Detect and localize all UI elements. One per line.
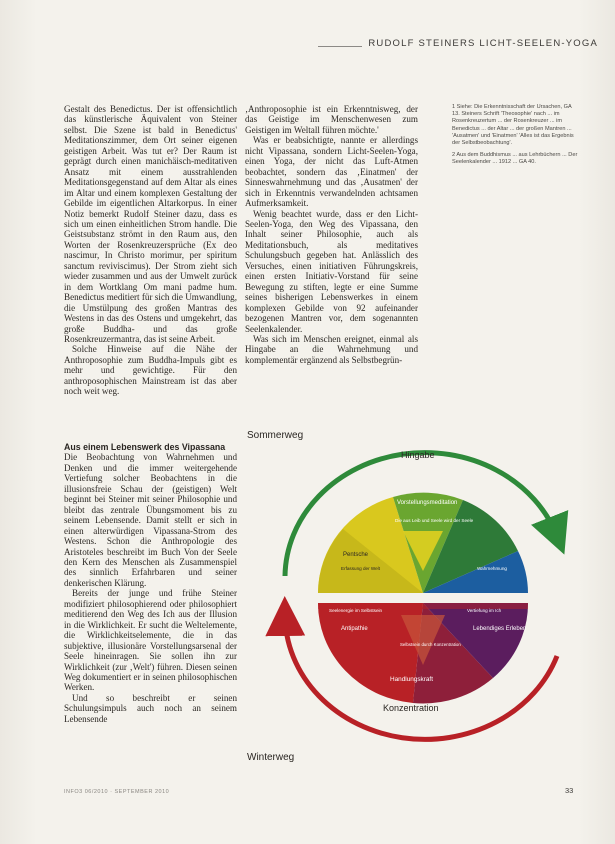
col2-paragraph: Was sich im Menschen ereignet, einmal als Hingabe an die Wahrnehmung und komplementär ergänzend als Selbstbegrün- <box>245 333 418 365</box>
seg-bottom-left-label: Antipathie <box>341 626 368 632</box>
column-1-top <box>64 104 237 397</box>
col1b-paragraph: Bereits der junge und frühe Steiner modifiziert philosophierend oder philosophiert meditierend den Weg des Ich aus der Illusion in die Wirklichkeit. Er sucht die Weltelemente, die Wirklichkeitselemente, die in das subjektive, illusionäre Vorstellungsarsenal der Seele hineinragen. Sie sollen ihn zur Wirklichkeit (zur ‚Welt') führen. Diesen seinen Weg dokumentiert er in seinen philosophischen Werken. <box>64 588 237 693</box>
column-2 <box>245 104 418 365</box>
footnote: 2 Aus dem Buddhismus ... aus Lehrbüchern ... Der Seelenkalender ... 1912 ... GA 40. <box>452 152 578 166</box>
header-title: RUDOLF STEINERS LICHT-SEELEN-YOGA <box>368 38 598 49</box>
column-1-bottom <box>64 442 237 724</box>
seg-bottom-right-label: Lebendiges Erleben <box>473 626 527 632</box>
konzentration-label: Konzentration <box>383 703 439 713</box>
page-number: 33 <box>565 786 574 795</box>
footnote: 1 Siehe: Die Erkenntnisschaft der Ursachen, GA 13. Steiners Schrift 'Theosophie' nach ... im Rosenkreuzertum ... der Rosenkreuzer ... im Benedictus ... der Altar ... der großen Mantren ... 'Ausatmen' und 'Einatmen' 'Alles ist das Ergebnis der Selbstbeobachtung'. <box>452 104 574 147</box>
seg-top-right-sub: Wahrnehmung <box>477 566 507 571</box>
sommerweg-label: Sommerweg <box>247 430 304 441</box>
seg-top-left-sub: Erfassung der Welt <box>341 566 380 571</box>
upper-half <box>318 493 528 593</box>
seg-bottom-base-label: Handlungskraft <box>390 676 433 683</box>
seg-bottom-center-label: Selbstsein durch Konzentration <box>400 642 461 647</box>
hingabe-label: Hingabe <box>401 450 435 460</box>
yoga-cycle-diagram <box>245 426 600 771</box>
seg-bottom-left-title: Seelenergie im Selbstsein <box>329 608 383 613</box>
col1b-paragraph: Und so beschreibt er seinen Schulungsimpuls auch noch an seinem Lebensende <box>64 692 237 724</box>
running-header <box>318 38 598 54</box>
diagram-graphic <box>245 426 600 771</box>
seg-top-center-sub: Die aus Leib und Seele wird der Seele <box>395 518 474 523</box>
col1-paragraph: Solche Hinweise auf die Nähe der Anthroposophie zum Buddha-Impuls gibt es mehr und gewichtige. Für den anthroposophischen Mainstream ist das aber noch weit weg. <box>64 344 237 397</box>
header-rule <box>318 46 362 47</box>
col2-paragraph: Wenig beachtet wurde, dass er den Licht-Seelen-Yoga, den Weg des Vipassana, den Inhalt seiner Philosophie, auch als Meditationsbuch, als meditatives Schulungsbuch gegeben hat. Anlässlich des Versuches, einen initiativen Führungskreis, einen ersten Initiativ-Vorstand für seine Bewegung zu stiften, legte er eine Summe seines bisherigen Lebenswerkes in einem komplexen Gebilde von 92 aufeinander bezogenen Mantren vor, dem sogenannten Seelenkalender. <box>245 208 418 334</box>
seg-top-left-label: Pentsche <box>343 552 369 558</box>
col2-paragraph: Was er beabsichtigte, nannte er allerdings nicht Vipassana, sondern Licht-Seelen-Yoga, einen Yoga, der nicht das Luft-Atmen beobachtet, sondern das ‚Einatmen' der Sinneswahrnehmung und das ‚Ausatmen' der sich in Erkenntnis verwandelnden achtsamen Aufmerksamkeit. <box>245 135 418 209</box>
section-subhead: Aus einem Lebenswerk des Vipassana <box>64 442 226 452</box>
col1b-paragraph: Die Beobachtung von Wahrnehmen und Denken und die immer weitergehende Vertiefung solcher Beobachtens in die illusionsfreie Schau der (geistigen) Welt beginnt bei Steiner mit seiner Philosophie und bleibt das zentrale Übungsmoment bis zu seinem Lebensende. Damit stellt er sich in einen alterwürdigen Vipassana-Strom des Westens. Schon die Anthropologie des Aristoteles beschreibt im Buch Von der Seele den Kern des Menschen als Zusammenspiel des sinnlich Erfahrbaren und seiner denkerischen Klärung. <box>64 452 237 588</box>
col2-paragraph: ‚Anthroposophie ist ein Erkenntnisweg, der das Geistige im Menschenwesen zum Geistigen im Weltall führen möchte.' <box>245 104 418 135</box>
seg-bottom-right-title: Vertiefung im Ich <box>467 608 502 613</box>
seg-top-center-label: Vorstellungsmeditation <box>397 500 458 506</box>
col1-paragraph: Gestalt des Benedictus. Der ist offensichtlich das künstlerische Äquivalent von Steiner selbst. Die Szene ist bald in Benedictus' Meditationszimmer, dem Ort seiner eigenen geistigen Arbeit. Was tut er? Der Raum ist geprägt durch einen manichäisch-meditativen Ansatz mit einem ausstrahlenden Meditationsgegenstand auf dem Altar als eines im Altar und einem komplexen Gestaltung der Gebilde im eigentlichen Altarkorpus. In einer Notiz bemerkt Rudolf Steiner dazu, dass es sich um einen einheitlichen Strom handle. Die Geistsubstanz strömt in den Raum aus, den Worten der Rosenkreuzersprüche (Ex deo nascimur, In Christo morimur, per spiritum sanctum reviviscimus). Der Strom zieht sich wieder zusammen und aus der Umwelt zurück in dem Wortklang Om mani padme hum. Benedictus meditiert für sich die Umwandlung, die Umstülpung des großen Mantras des Westens in das des Ostens und umgekehrt, das große Buddha- und das große Rosenkreuzermantra, das ist seine Arbeit. <box>64 104 237 344</box>
footer-text: INFO3 06/2010 · SEPTEMBER 2010 <box>64 789 170 795</box>
winterweg-label: Winterweg <box>247 752 295 763</box>
footnotes <box>452 104 578 172</box>
lower-half <box>318 603 528 703</box>
